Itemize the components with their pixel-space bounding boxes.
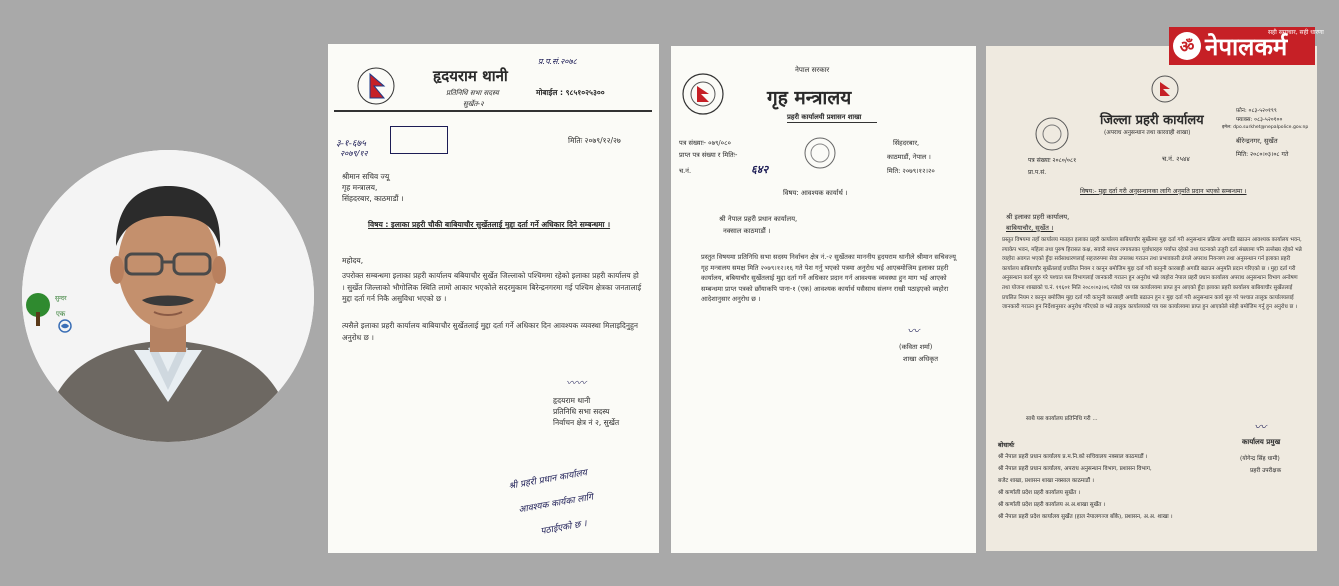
- letter3-email: इमेल: dpo.surkhet@nepalpolice.gov.np: [1222, 125, 1309, 130]
- letter3-cc-6: श्री नेपाल प्रहरी प्रदेश कार्यालय सुर्खेत (हाल नेपालगञ्ज बाँके), प्रशासन, अ.अ. शाखा ।: [998, 514, 1173, 520]
- letter3-subject: विषय:- मुद्दा दर्ता गरी अनुसन्धानका लागि अनुमति प्रदान भएको सम्बन्धमा ।: [1080, 188, 1247, 195]
- letter3-cc-label: बोधार्थः: [998, 441, 1015, 449]
- letter1-header-name: हृदयराम थानी: [433, 67, 508, 85]
- government-emblem-icon-2: [1150, 74, 1180, 104]
- letter1-salutation: महोदय,: [342, 256, 364, 265]
- letter2-cn-value: ६४२: [751, 163, 769, 176]
- letter1-signature-scribble: 〰〰: [566, 378, 586, 389]
- letter2-body: प्रस्तुत विषयमा प्रतिनिधि सभा सदस्य निर्वाचन क्षेत्र नं.-२ सुर्खेतका माननीय हृदयराम थानीले श्रीमान सचिवज्यू गृह मन्त्रालय समक्ष मिति २०७९।१२।१६ गते पेश गर्नु भएको पत्रमा अनुरोध भई आएबमोजिम इलाका प्रहरी कार्यालय, बबियाचौर सुर्खेतलाई मुद्दा दर्ता गर्ने अधिकार प्रदान गर्न आवश्यक व्यवस्था हुन माग भई आएको सम्बन्धमा प्राप्त पत्रको छाँयाकपि पाना-१ (एक) आवश्यक कार्यार्थ यसैसाथ संलग्न राखी पठाइएको व्यहोरा आदेशानुसार अनुरोध छ ।: [701, 253, 956, 304]
- letter1-subject: विषय : इलाका प्रहरी चौकी बाबियाचौर सुर्खेतलाई मुद्दा दर्ता गर्ने अधिकार दिने सम्बन्धमा ।: [368, 220, 611, 229]
- letter3-sig-name: (योगेन्द्र सिंह धामी): [1240, 456, 1280, 462]
- letter3-phone-2: फ्याक्स: ०८३-५२०१००: [1236, 117, 1283, 123]
- nepal-flag-emblem-icon: [356, 66, 396, 106]
- letter1-sig-name: हृदयराम थानी: [553, 396, 591, 405]
- letter1-header-role: प्रतिनिधि सभा सदस्य: [446, 89, 499, 97]
- letter3-date: मिति: २०८०।०३।०८ गते: [1236, 151, 1289, 158]
- letter1-handnote-bottom-1: श्री प्रहरी प्रधान कार्यालय: [507, 468, 588, 492]
- letter3-signature-scribble: 〰: [1254, 420, 1267, 434]
- letter1-addressee-2: गृह मन्त्रालय,: [342, 183, 378, 192]
- letter2-location-1: सिंहदरबार,: [893, 139, 920, 147]
- letter1-ref-handnote: प्र.प.सं.२०७८: [538, 57, 577, 66]
- letter1-addressee-1: श्रीमान सचिव ज्यू: [342, 172, 390, 181]
- letter3-body-1: प्रस्तुत विषयमा तहाँ कार्यालय मातहत इलाका प्रहरी कार्यालय बाबियाचौर सुर्खेतमा मुद्दा दर्ता गरी अनुसन्धान प्रक्रिया अगाडि बढाउन आवश्यक कार्यालय भवन, ल्याकेप भवन, महिला तथा पुरुष हिरासत कक्ष, सवारी साधन लगायतका पूर्वाधारहरु पर्याप्त रहेको तथा घटनाको उजुरी दर्ता संख्यामा पनि उल्लेख्य रहेको भन्ने व्यहोरा अवगत भएको हुँदा सर्वसाधारणलाई सहजरुपमा सेवा उपलब्ध गराउन तथा प्रभावकारी ढंगले अपराध नियन्त्रण तथा अनुसन्धान गर्न इलाका प्रहरी कार्यालय बाबियाचौर सुर्खेतलाई प्रचलित नियम र कानून बमोजिम मुद्दा दर्ता गरी कानुनी कारबाही अगाडि बढाउन अनुमति प्रदान गरिएको छ । मुद्दा दर्ता गरी अनुसन्धान कार्य सुरु गरे पश्चात यस विभागलाई जानकारी गराउन हुन अनुरोध भन्ने व्यहोरा नेपाल प्रहरी प्रधान कार्यालय अपराध अनुसन्धान विभाग अन्वेषण तथा योजना शाखाको च.नं. ११६०१ मिति २०८०।०३।०६ गतेको पत्र यस कार्यालयमा प्राप्त हुन आएको हुँदा इलाका प्रहरी कार्यालय बाबियाचौर सुर्खेतलाई प्रचलित नियम र कानून बमोजिम मुद्दा दर्ता गरी कानुनी कारबाही अगाडि बढाउन हुन र मुद्दा दर्ता गरी अनुसन्धान कार्य सुरु गरे पश्चात तालुक कार्यालयलाई जानकारी गराउन हुन निर्देशानुसार अनुरोध गरिएको छ भन्ने तालुक कार्यालयको पत्र यस कार्यालयमा प्राप्त हुन आएकोले सोही बमोजिम गर्नु हुन अनुरोध छ ।: [1002, 237, 1302, 311]
- letter2-signature-scribble: 〰: [907, 324, 920, 338]
- letter2-subject: विषय: आवश्यक कार्यार्थ ।: [783, 189, 848, 197]
- letter2-sig-role: शाखा अधिकृत: [903, 355, 939, 363]
- letter1-header-rule: [334, 110, 652, 112]
- letter3-phone-1: फ़ोन: ०८३-५२०१९९: [1236, 108, 1277, 114]
- letter2-addressee-1: श्री नेपाल प्रहरी प्रधान कार्यालय,: [719, 215, 798, 223]
- letter1-sig-role: प्रतिनिधि सभा सदस्य: [553, 407, 610, 416]
- ministry-stamp-icon: [803, 136, 837, 170]
- letter1-registry-stamp: [390, 126, 448, 154]
- letter2-location-2: काठमाडौं, नेपाल ।: [887, 153, 931, 161]
- letter3-sig-label: कार्यालय प्रमुख: [1242, 438, 1281, 446]
- letter3-cc-1: श्री नेपाल प्रहरी प्रधान कार्यालय प्र.म.नि.को सचिवालय नक्साल काठमाडौं ।: [998, 454, 1148, 460]
- letter3-cc-2: श्री नेपाल प्रहरी प्रधान कार्यालय, अपराध अनुसन्धान विभाग, प्रशासन विभाग,: [998, 466, 1152, 472]
- letter3-body-2: साथै यस कार्यालय प्रतिनिधि गरी ...: [1026, 416, 1098, 422]
- letter2-addressee-2: नक्साल काठमाडौं ।: [723, 227, 771, 235]
- letter1-header-place: सुर्खेत-२: [463, 100, 484, 108]
- letter3-cc-5: श्री कर्णाली प्रदेश प्रहरी कार्यालय अ.अ.शाखा सुर्खेत ।: [998, 502, 1106, 508]
- letter1-body-2: त्यसैले इलाका प्रहरी कार्यालय बाबियाचौर सुर्खेतलाई मुद्दा दर्ता गर्ने अधिकार दिन आवश्यक व्यवस्था मिलाइदिनुहुन अनुरोध छ ।: [342, 321, 638, 342]
- letter3-addressee-2: बाबियाचौर, सुर्खेत ।: [1006, 224, 1054, 232]
- letter1-handnote-tl: ३-१-६७५: [336, 139, 366, 149]
- letter-police-document: [986, 46, 1317, 551]
- letter-mp-document: [328, 44, 659, 553]
- letter1-handnote-tl2: २०७९/१२: [340, 149, 368, 158]
- letter2-ministry: गृह मन्त्रालय: [767, 87, 852, 109]
- letter1-handnote-bottom-3: पठाईएको छ ।: [539, 518, 588, 537]
- letter2-branch: प्रहरी कार्यालयी प्रशासन शाखा: [787, 113, 862, 121]
- letter1-body-1: उपरोक्त सम्बन्धमा इलाका प्रहरी कार्यालय बबियाचौर सुर्खेत जिल्लाको पश्चिममा रहेको इलाका प्रहरी कार्यालय हो । सुर्खेत जिल्लाको भौगोलिक स्थिति लामो आकार भएकोले सदरमुकाम बिरेन्द्रनगरमा गई पश्चिम क्षेत्रका जनतालाई मुद्दा दर्ता गर्न निकै असुविधा भएको छ ।: [342, 271, 642, 303]
- brand-tagline: सही समाचार, सही धारणा: [1268, 29, 1324, 36]
- letter2-sig-name: (कविता शर्मा): [899, 343, 933, 351]
- tree-logo-icon: [22, 292, 54, 328]
- letter3-ps-label: पत्र संख्याः २०८०/०८१: [1028, 157, 1077, 164]
- letter2-gov-label: नेपाल सरकार: [795, 66, 830, 74]
- circle-emblem-icon: [58, 318, 72, 332]
- letter3-office: जिल्ला प्रहरी कार्यालय: [1100, 113, 1204, 128]
- nepalkarma-logo-glyph-icon: ॐ: [1179, 37, 1195, 56]
- letter2-cn-label: च.नं.: [679, 167, 692, 175]
- letter3-cc-3: बजेट शाखा, प्रशासन शाखा नक्साल काठमाडौं ।: [998, 478, 1094, 484]
- letter2-ref-label: प्राप्त पत्र संख्या र मितिः-: [679, 151, 738, 159]
- org-label-top: सुन्दर: [55, 295, 67, 302]
- org-label: एक: [56, 310, 66, 318]
- government-emblem-icon: [681, 72, 725, 116]
- letter3-ref-label: प्रा.प.सं.: [1028, 169, 1047, 176]
- letter2-date: मिति: २०७९।१२।२०: [887, 167, 935, 175]
- letter3-addressee-1: श्री इलाका प्रहरी कार्यालय,: [1006, 213, 1070, 221]
- letter1-mobile: मोबाईल : ९८५१०२५३००: [536, 88, 605, 97]
- police-emblem-icon: [1034, 116, 1070, 152]
- letter1-sig-area: निर्वाचन क्षेत्र नं २, सुर्खेत: [553, 418, 620, 427]
- brand-name: नेपालकर्म: [1205, 33, 1288, 61]
- letter1-date: मितिः २०७९/१२/२७: [568, 136, 621, 145]
- letter3-place: बीरेन्द्रनगर, सुर्खेत: [1236, 137, 1278, 145]
- letter3-sub-office: (अपराध अनुसन्धान तथा कारवाही शाखा): [1104, 130, 1191, 136]
- letter3-cn: च.नं. २५४४: [1162, 155, 1190, 163]
- letter3-cc-4: श्री कर्णाली प्रदेश प्रहरी कार्यालय सुर्खेत ।: [998, 490, 1081, 496]
- letter3-sig-role: प्रहरी उपरीक्षक: [1250, 468, 1282, 474]
- letter2-branch-rule: [787, 122, 877, 123]
- letter-ministry-document: [671, 46, 976, 553]
- letter1-addressee-3: सिंहदरबार, काठमाडौं ।: [342, 194, 404, 203]
- letter2-ps-label: पत्र संख्याः- ०७९/०८०: [679, 139, 731, 147]
- letter1-handnote-bottom-2: आवश्यक कार्यका लागि: [517, 492, 594, 516]
